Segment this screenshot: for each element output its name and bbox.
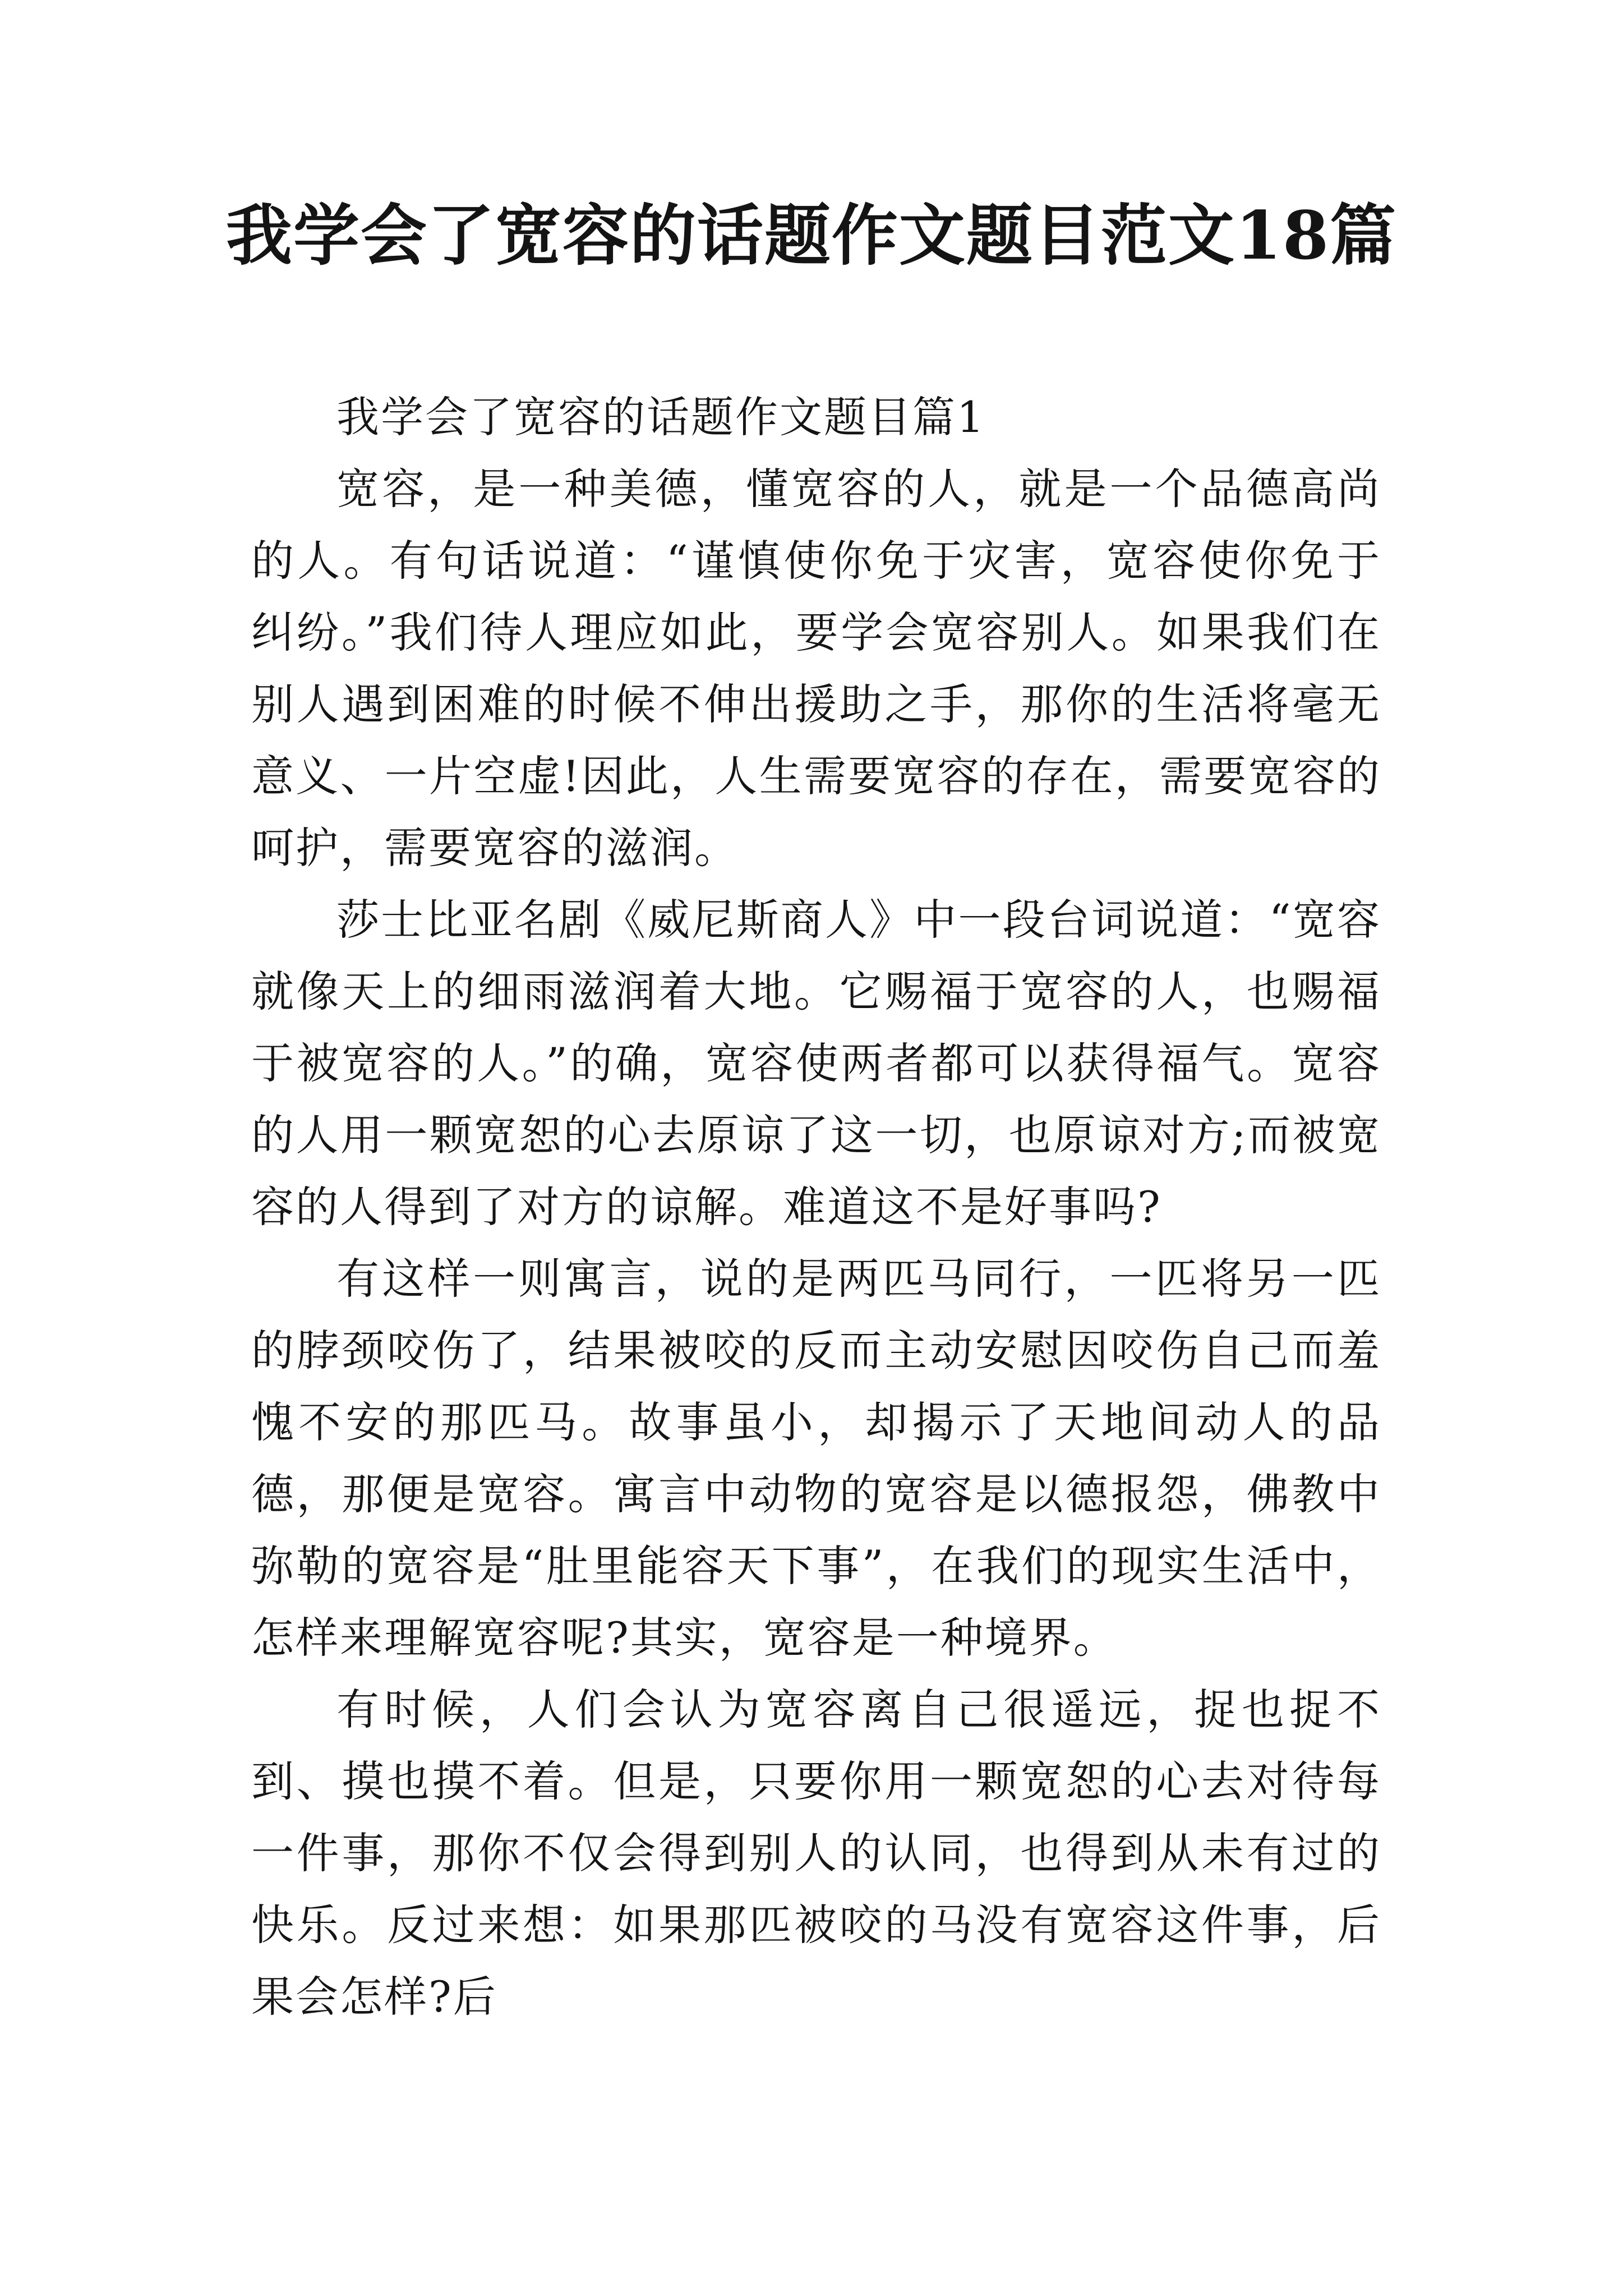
document-body (251, 381, 1381, 2033)
paragraph: 宽容，是一种美德，懂宽容的人，就是一个品德高尚的人。有句话说道：“谨慎使你免于灾害，宽容使你免于纠纷。”我们待人理应如此，要学会宽容别人。如果我们在别人遇到困难的时候不伸出援助之手，那你的生活将毫无意义、一片空虚!因此，人生需要宽容的存在，需要宽容的呵护，需要宽容的滋润。 (251, 464, 1381, 873)
paragraph: 莎士比亚名剧《威尼斯商人》中一段台词说道：“宽容就像天上的细雨滋润着大地。它赐福于宽容的人，也赐福于被宽容的人。”的确，宽容使两者都可以获得福气。宽容的人用一颗宽恕的心去原谅了这一切，也原谅对方;而被宽容的人得到了对方的谅解。难道这不是好事吗? (251, 895, 1381, 1232)
section-heading: 我学会了宽容的话题作文题目篇1 (336, 392, 986, 442)
document-title: 我学会了宽容的话题作文题目范文18篇 (225, 196, 1398, 274)
paragraph: 有时候，人们会认为宽容离自己很遥远，捉也捉不到、摸也摸不着。但是，只要你用一颗宽恕的心去对待每一件事，那你不仅会得到别人的认同，也得到从未有过的快乐。反过来想：如果那匹被咬的马没有宽容这件事，后果会怎样?后 (251, 1685, 1381, 2022)
paragraph: 有这样一则寓言，说的是两匹马同行，一匹将另一匹的脖颈咬伤了，结果被咬的反而主动安慰因咬伤自己而羞愧不安的那匹马。故事虽小，却揭示了天地间动人的品德，那便是宽容。寓言中动物的宽容是以德报怨，佛教中弥勒的宽容是“肚里能容天下事”，在我们的现实生活中，怎样来理解宽容呢?其实，宽容是一种境界。 (251, 1254, 1381, 1663)
